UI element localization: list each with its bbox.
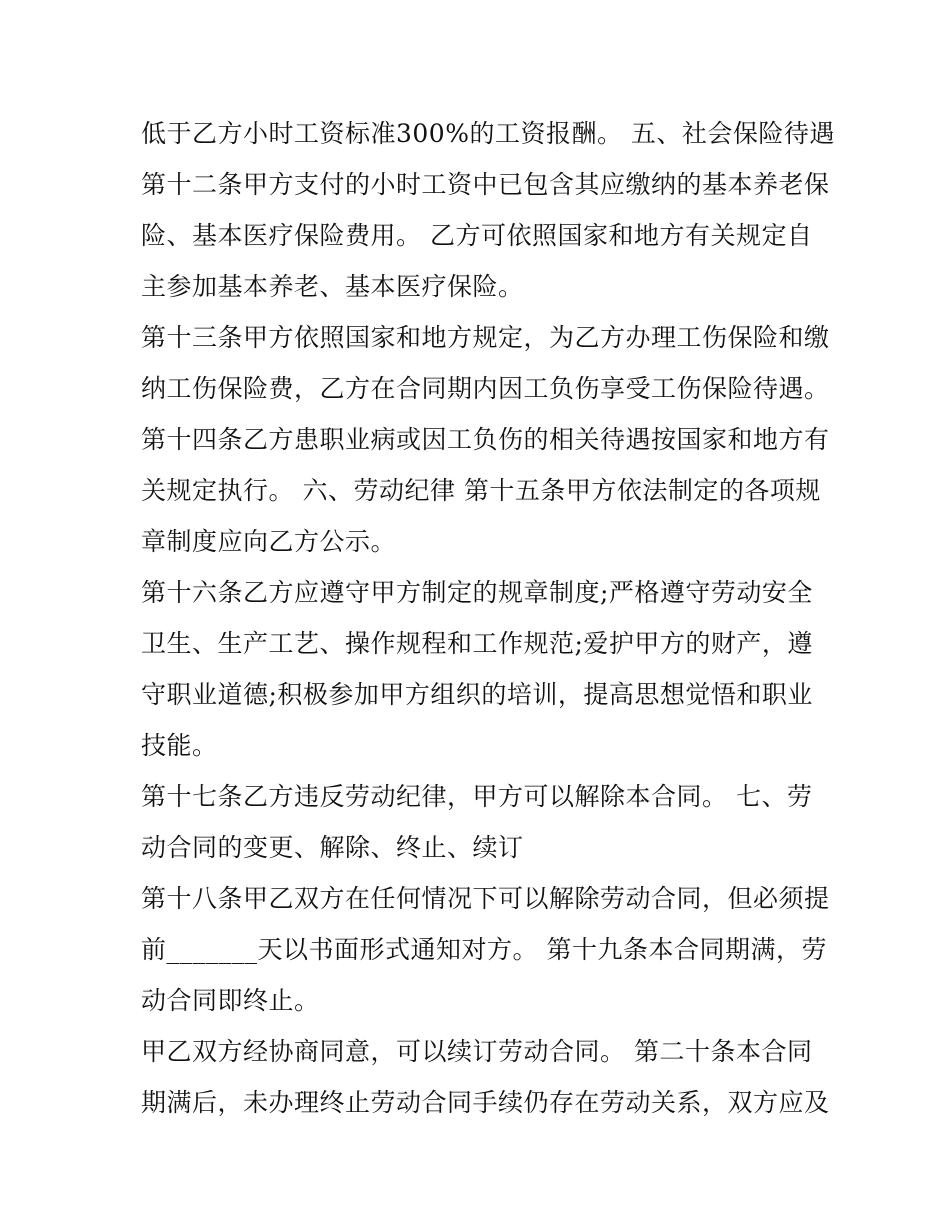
text-line: 第十四条乙方患职业病或因工负伤的相关待遇按国家和地方有: [141, 425, 830, 454]
text-line: 第十八条甲乙双方在任何情况下可以解除劳动合同，但必须提: [141, 884, 830, 913]
text-line: 第十七条乙方违反劳动纪律，甲方可以解除本合同。 七、劳: [141, 782, 813, 811]
text-line: 第十三条甲方依照国家和地方规定，为乙方办理工伤保险和缴: [141, 323, 830, 352]
text-line: 主参加基本养老、基本医疗保险。: [141, 272, 524, 301]
text-line: 前_______天以书面形式通知对方。 第十九条本合同期满，劳: [141, 935, 827, 964]
text-line: 动合同即终止。: [141, 986, 320, 1015]
text-line: 纳工伤保险费，乙方在合同期内因工负伤享受工伤保险待遇。: [141, 374, 830, 403]
contract-text: [141, 108, 835, 1128]
text-line: 甲乙双方经协商同意，可以续订劳动合同。 第二十条本合同: [141, 1037, 813, 1066]
text-line: 关规定执行。 六、劳动纪律 第十五条甲方依法制定的各项规: [141, 476, 821, 505]
text-line: 险、基本医疗保险费用。 乙方可依照国家和地方有关规定自: [141, 221, 813, 250]
text-line: 守职业道德;积极参加甲方组织的培训，提高思想觉悟和职业: [141, 680, 813, 709]
text-line: 第十二条甲方支付的小时工资中已包含其应缴纳的基本养老保: [141, 170, 830, 199]
text-line: 卫生、生产工艺、操作规程和工作规范;爱护甲方的财产，遵: [141, 629, 813, 658]
text-line: 第十六条乙方应遵守甲方制定的规章制度;严格遵守劳动安全: [141, 578, 813, 607]
text-line: 低于乙方小时工资标准300%的工资报酬。 五、社会保险待遇: [141, 119, 835, 148]
text-line: 动合同的变更、解除、终止、续订: [141, 833, 524, 862]
text-line: 技能。: [141, 731, 218, 760]
text-line: 期满后，未办理终止劳动合同手续仍存在劳动关系，双方应及: [141, 1088, 830, 1117]
text-line: 章制度应向乙方公示。: [141, 527, 397, 556]
